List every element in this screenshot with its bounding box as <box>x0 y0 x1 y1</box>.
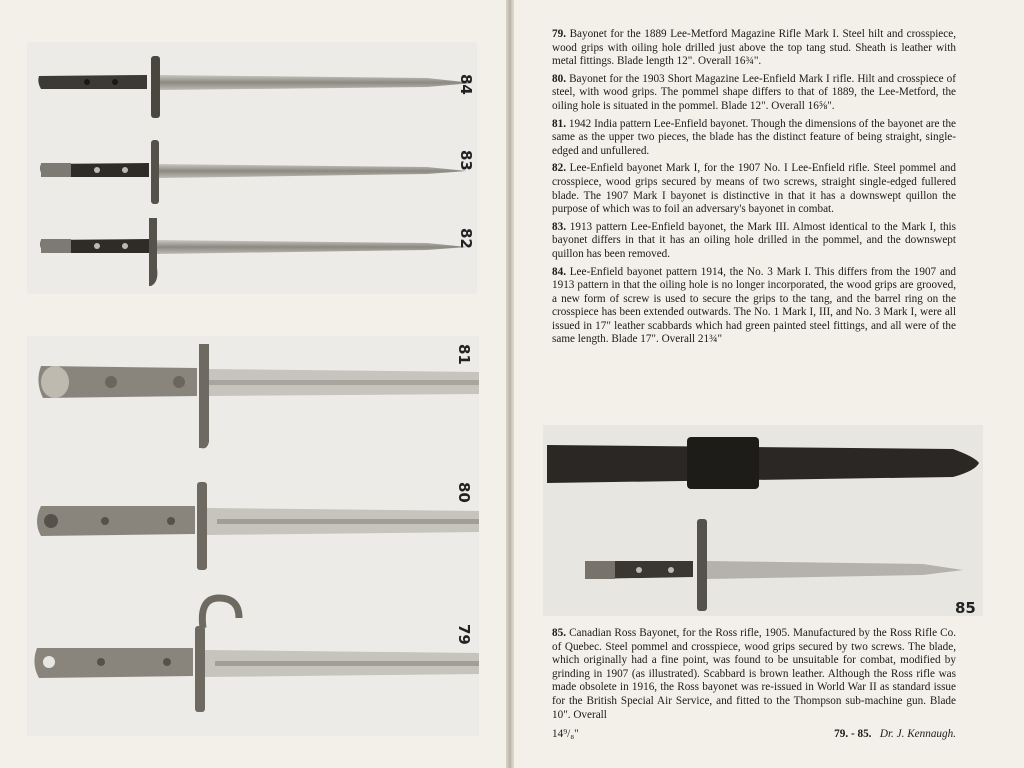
plate-figure-85 <box>543 425 983 616</box>
overall-length-tail: 14⁹/₈" <box>552 728 579 740</box>
bayonet-84 <box>38 56 473 118</box>
plate-figures-79-81 <box>27 336 479 736</box>
entry-80: 80. Bayonet for the 1903 Short Magazine Lee-Enfield Mark I rifle. Hilt and crosspiece of steel, with wood grips. The pommel shape differs to that of 1889, the Lee-Metford, the oiling hole is situated in the pommel. Blade 12". Overall 16⅝". <box>552 72 956 112</box>
bayonet-82 <box>40 218 467 286</box>
descriptions-79-84 <box>552 28 956 351</box>
bayonets-79-81-illustration <box>27 336 479 736</box>
page-footer <box>552 728 956 741</box>
bayonet-80 <box>37 482 479 570</box>
bayonet-83 <box>40 140 467 204</box>
figure-number-82: 82 <box>457 228 475 249</box>
entry-81: 81. 1942 India pattern Lee-Enfield bayonet. Though the dimensions of the bayonet are the same as the upper two pieces, the blade has the distinct feature of being straight, single-edged and unfullered. <box>552 117 957 157</box>
credit-line <box>834 728 956 741</box>
figure-number-80: 80 <box>455 482 473 503</box>
description-85 <box>552 627 956 726</box>
figure-number-85: 85 <box>955 599 976 616</box>
scabbard-85 <box>547 437 979 489</box>
figure-number-84: 84 <box>457 74 475 95</box>
bayonets-82-84-illustration <box>27 42 477 294</box>
left-page <box>0 0 508 768</box>
entry-83: 83. 1913 pattern Lee-Enfield bayonet, the Mark III. Almost identical to the Mark I, this bayonet differs in that it has an oiling hole drilled in the pommel, and the downswept quillon has been removed. <box>552 220 956 260</box>
right-page <box>514 0 1024 768</box>
entry-84: 84. Lee-Enfield bayonet pattern 1914, the No. 3 Mark I. This differs from the 1907 and 1913 pattern in that the oiling hole is no longer incorporated, the wood grips are grooved, a new form of screw is used to secure the grips to the tang, and the barrel ring on the crosspiece has been extended outwards. The No. 1 Mark I, III, and No. 3 Mark I, were all issued in 17" leather scabbards which had green painted steel fittings, and all were of the same length. Blade 17". Overall 21¾" <box>552 265 957 346</box>
bayonet-85 <box>585 519 963 611</box>
figure-number-83: 83 <box>457 150 475 171</box>
figure-range: 79. - 85. <box>834 728 872 740</box>
bayonet-79 <box>34 598 479 712</box>
entry-82: 82. Lee-Enfield bayonet Mark I, for the 1907 No. I Lee-Enfield rifle. Steel pommel and crosspiece, wood grips secured by means of two screws, straight single-edged fullered blade. The 1907 Mark I bayonet is distinctive in that it has a downswept quillon the purpose of which was to foil an adversary's bayonet in combat. <box>552 162 956 216</box>
ross-bayonet-illustration <box>543 425 983 616</box>
entry-85: 85. Canadian Ross Bayonet, for the Ross rifle, 1905. Manufactured by the Ross Rifle Co. of Quebec. Steel pommel and crosspiece, wood grips secured by two screws. The blade, which originally had a fine point, was found to be unsuitable for combat, modified by grinding in 1907 (as illustrated). Scabbard is brown leather. Although the Ross rifle was made obsolete in 1916, the Ross bayonet was re-issued in World War II as standard issue for the British Special Air Service, and fitted to the Thompson sub-machine gun. Blade 10". Overall <box>552 627 956 721</box>
bayonet-81 <box>38 344 479 448</box>
author-credit: Dr. J. Kennaugh. <box>879 728 956 740</box>
figure-number-79: 79 <box>455 624 473 645</box>
figure-number-81: 81 <box>455 344 473 365</box>
entry-79: 79. Bayonet for the 1889 Lee-Metford Magazine Rifle Mark I. Steel hilt and crosspiece, wood grips with oiling hole drilled just above the top tang stud. Sheath is leather with metal fittings. Blade length 12". Overall 16¾". <box>552 28 956 68</box>
plate-figures-82-84 <box>27 42 477 294</box>
